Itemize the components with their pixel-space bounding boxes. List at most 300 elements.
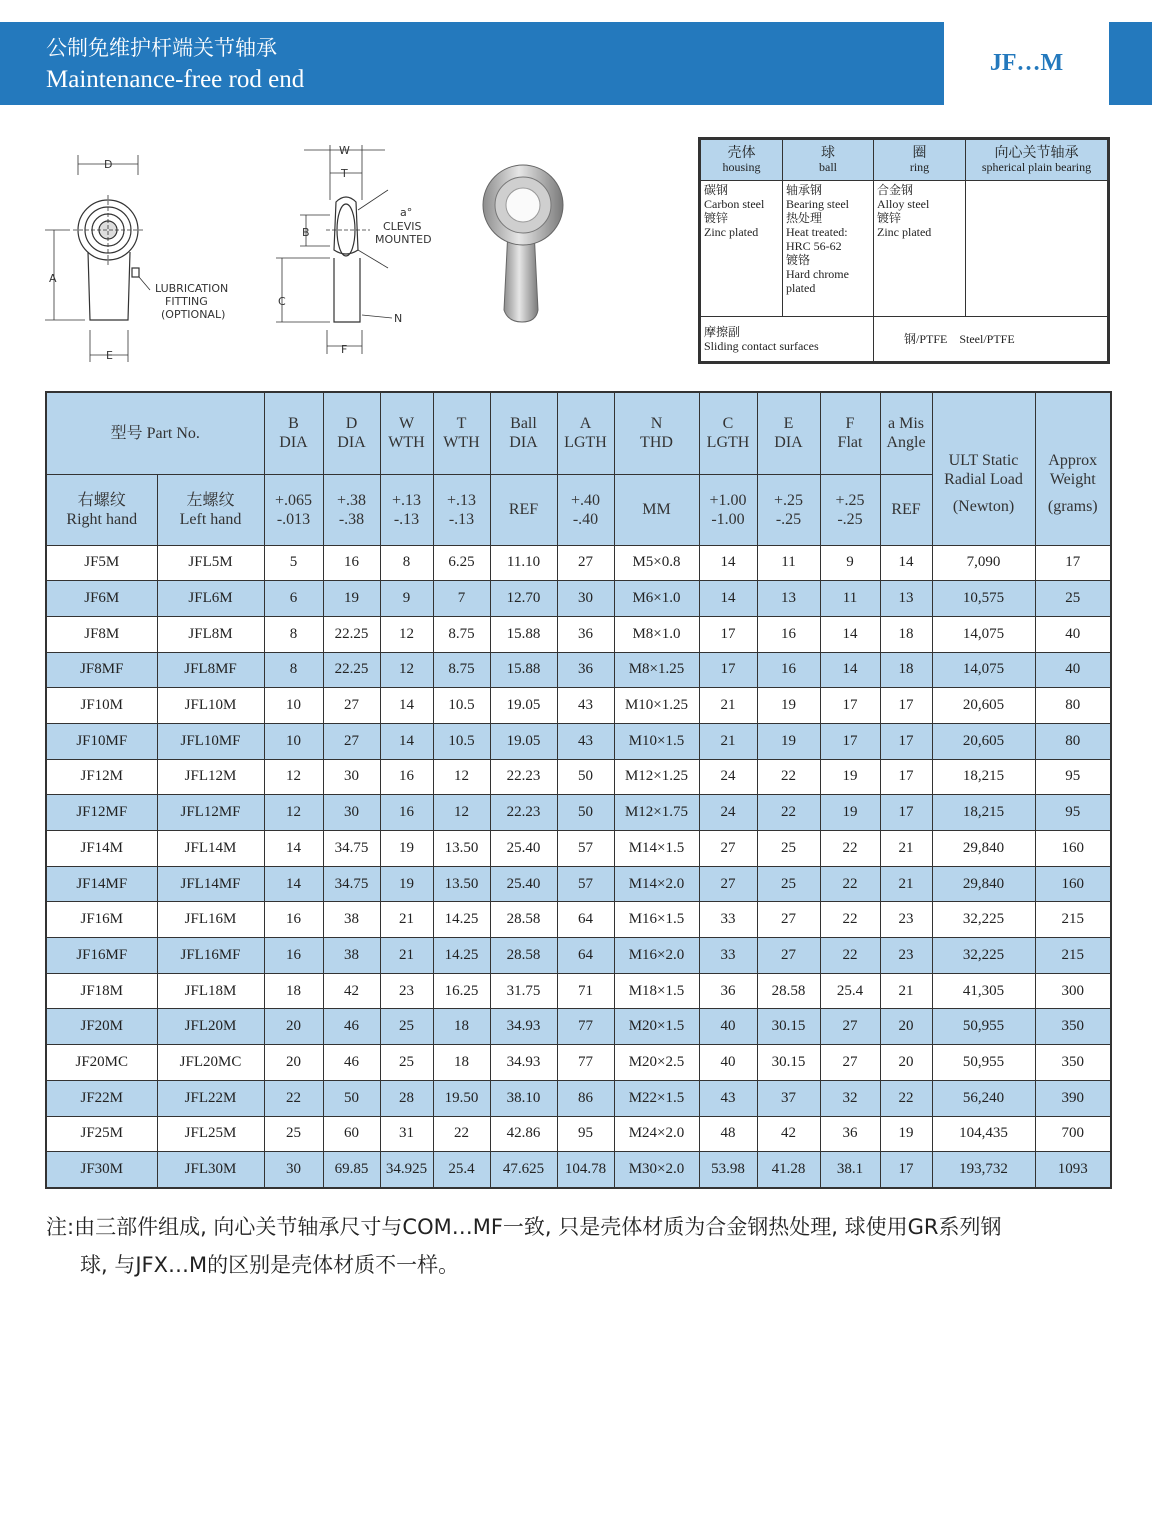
table-cell: 16 (264, 938, 323, 974)
materials-header-ball: 球 ball (783, 140, 874, 181)
table-cell: 86 (557, 1080, 614, 1116)
table-cell: M5×0.8 (614, 545, 699, 581)
table-cell: 17 (699, 616, 757, 652)
page-title-en: Maintenance-free rod end (46, 66, 305, 93)
side-view-drawing (276, 145, 392, 354)
col-header-e: E DIA (757, 392, 820, 474)
dim-label-f: F (341, 343, 348, 356)
table-cell: M8×1.0 (614, 616, 699, 652)
front-view-drawing (45, 155, 150, 362)
table-cell: 14 (699, 581, 757, 617)
table-cell: 8 (264, 652, 323, 688)
table-cell: 12 (433, 795, 490, 831)
table-cell: 160 (1035, 831, 1111, 867)
footnote (46, 1208, 1116, 1284)
table-cell: 24 (699, 759, 757, 795)
table-cell: 300 (1035, 973, 1111, 1009)
table-cell: 6.25 (433, 545, 490, 581)
table-cell: 95 (557, 1116, 614, 1152)
table-cell: JFL12MF (157, 795, 264, 831)
col-header-load: ULT Static Radial Load (Newton) (932, 392, 1035, 545)
table-cell: JFL14M (157, 831, 264, 867)
table-cell: 19 (820, 759, 880, 795)
table-cell: 40 (699, 1045, 757, 1081)
table-cell: JFL30M (157, 1152, 264, 1188)
table-row (46, 831, 1111, 867)
table-cell: JFL22M (157, 1080, 264, 1116)
table-cell: 69.85 (323, 1152, 380, 1188)
table-cell: JF20M (46, 1009, 157, 1045)
table-cell: JFL5M (157, 545, 264, 581)
table-cell: M22×1.5 (614, 1080, 699, 1116)
table-cell: 14 (699, 545, 757, 581)
table-cell: 14,075 (932, 616, 1035, 652)
table-cell: 12 (380, 652, 433, 688)
table-cell: 34.75 (323, 831, 380, 867)
table-row (46, 723, 1111, 759)
table-cell: 71 (557, 973, 614, 1009)
table-cell: 14 (380, 688, 433, 724)
table-cell: 25 (264, 1116, 323, 1152)
table-cell: 16 (323, 545, 380, 581)
table-cell: 16 (264, 902, 323, 938)
table-cell: 95 (1035, 795, 1111, 831)
materials-bearing-cell (966, 181, 1108, 317)
table-cell: 19 (880, 1116, 932, 1152)
table-cell: 27 (699, 831, 757, 867)
table-cell: 8 (264, 616, 323, 652)
table-cell: JF25M (46, 1116, 157, 1152)
table-cell: 14 (264, 866, 323, 902)
tol-n: MM (614, 474, 699, 545)
clevis-label-1: CLEVIS (383, 220, 422, 233)
table-cell: JFL12M (157, 759, 264, 795)
lubrication-label-3: (OPTIONAL) (161, 308, 226, 321)
table-cell: 19 (323, 581, 380, 617)
table-cell: 21 (880, 866, 932, 902)
tol-t: +.13 -.13 (433, 474, 490, 545)
table-cell: 95 (1035, 759, 1111, 795)
table-cell: 22 (820, 902, 880, 938)
table-cell: 16.25 (433, 973, 490, 1009)
table-cell: JF8MF (46, 652, 157, 688)
table-cell: 33 (699, 902, 757, 938)
table-cell: 30 (264, 1152, 323, 1188)
left-hand-header: 左螺纹 Left hand (157, 474, 264, 545)
table-cell: 27 (820, 1009, 880, 1045)
table-cell: 22.25 (323, 652, 380, 688)
table-cell: 22 (264, 1080, 323, 1116)
table-cell: M16×2.0 (614, 938, 699, 974)
table-cell: JFL25M (157, 1116, 264, 1152)
table-cell: 22 (880, 1080, 932, 1116)
table-cell: 36 (820, 1116, 880, 1152)
table-cell: 104,435 (932, 1116, 1035, 1152)
table-cell: 38.1 (820, 1152, 880, 1188)
table-cell: 60 (323, 1116, 380, 1152)
table-cell: 21 (699, 688, 757, 724)
table-cell: 33 (699, 938, 757, 974)
table-cell: 19 (380, 831, 433, 867)
table-cell: 350 (1035, 1009, 1111, 1045)
table-cell: 17 (880, 795, 932, 831)
materials-housing-cell: 碳钢 Carbon steel 镀锌 Zinc plated (701, 181, 783, 317)
table-cell: JF14MF (46, 866, 157, 902)
table-cell: 17 (880, 1152, 932, 1188)
series-code: JF…M (989, 50, 1064, 76)
table-cell: 8 (380, 545, 433, 581)
table-cell: 20 (880, 1045, 932, 1081)
table-cell: 40 (1035, 616, 1111, 652)
table-cell: 13 (757, 581, 820, 617)
dimension-table (45, 391, 1112, 1189)
table-cell: 15.88 (490, 652, 557, 688)
table-cell: 48 (699, 1116, 757, 1152)
table-cell: 57 (557, 831, 614, 867)
table-cell: 160 (1035, 866, 1111, 902)
table-cell: 27 (323, 688, 380, 724)
table-cell: 22 (433, 1116, 490, 1152)
table-cell: JF22M (46, 1080, 157, 1116)
table-cell: 30.15 (757, 1009, 820, 1045)
col-header-b: B DIA (264, 392, 323, 474)
table-cell: 20 (264, 1009, 323, 1045)
table-cell: 64 (557, 938, 614, 974)
table-cell: 20 (880, 1009, 932, 1045)
sliding-surfaces-label: 摩擦副 Sliding contact surfaces (701, 317, 874, 362)
table-cell: 20,605 (932, 688, 1035, 724)
table-cell: 56,240 (932, 1080, 1035, 1116)
table-row (46, 759, 1111, 795)
table-cell: 27 (323, 723, 380, 759)
table-cell: M10×1.5 (614, 723, 699, 759)
table-cell: 50,955 (932, 1045, 1035, 1081)
table-cell: 32,225 (932, 902, 1035, 938)
table-cell: JF14M (46, 831, 157, 867)
table-cell: 18 (433, 1045, 490, 1081)
table-cell: 18 (264, 973, 323, 1009)
page-title-cn: 公制免维护杆端关节轴承 (46, 36, 277, 60)
table-cell: 36 (557, 616, 614, 652)
table-cell: 12 (380, 616, 433, 652)
table-cell: 30.15 (757, 1045, 820, 1081)
table-cell: 7 (433, 581, 490, 617)
table-cell: 28.58 (490, 902, 557, 938)
table-cell: 19.50 (433, 1080, 490, 1116)
table-cell: 50 (323, 1080, 380, 1116)
table-row (46, 545, 1111, 581)
dim-label-n: N (394, 312, 403, 325)
table-cell: JF30M (46, 1152, 157, 1188)
col-header-d: D DIA (323, 392, 380, 474)
table-cell: 12.70 (490, 581, 557, 617)
sliding-surfaces-value: 钢/PTFE Steel/PTFE (874, 317, 1108, 362)
table-cell: 8.75 (433, 652, 490, 688)
table-cell: 25 (757, 831, 820, 867)
table-cell: 80 (1035, 688, 1111, 724)
table-cell: 6 (264, 581, 323, 617)
table-cell: 42.86 (490, 1116, 557, 1152)
table-cell: 14.25 (433, 902, 490, 938)
dim-label-a: A (49, 272, 57, 285)
table-row (46, 902, 1111, 938)
table-cell: 1093 (1035, 1152, 1111, 1188)
table-cell: 32,225 (932, 938, 1035, 974)
table-cell: 38.10 (490, 1080, 557, 1116)
table-cell: 16 (757, 616, 820, 652)
table-cell: 34.93 (490, 1045, 557, 1081)
table-cell: 40 (1035, 652, 1111, 688)
tol-b: +.065 -.013 (264, 474, 323, 545)
table-row (46, 616, 1111, 652)
footnote-line-1: 注:由三部件组成, 向心关节轴承尺寸与COM…MF一致, 只是壳体材质为合金钢热处理, 球使用GR系列钢 (46, 1215, 1002, 1239)
table-cell: 21 (699, 723, 757, 759)
materials-ring-cell: 合金钢 Alloy steel 镀锌 Zinc plated (874, 181, 966, 317)
table-cell: M12×1.75 (614, 795, 699, 831)
table-cell: M10×1.25 (614, 688, 699, 724)
tol-ball: REF (490, 474, 557, 545)
table-cell: 43 (557, 688, 614, 724)
dim-label-b: B (302, 226, 310, 239)
table-cell: 10,575 (932, 581, 1035, 617)
table-cell: 21 (380, 938, 433, 974)
table-cell: 215 (1035, 938, 1111, 974)
table-cell: M18×1.5 (614, 973, 699, 1009)
table-row (46, 866, 1111, 902)
table-cell: 23 (380, 973, 433, 1009)
table-cell: 11 (820, 581, 880, 617)
table-row (46, 1152, 1111, 1188)
table-cell: 390 (1035, 1080, 1111, 1116)
table-cell: M30×2.0 (614, 1152, 699, 1188)
table-cell: 42 (757, 1116, 820, 1152)
table-cell: 34.93 (490, 1009, 557, 1045)
table-cell: 14.25 (433, 938, 490, 974)
materials-table (698, 137, 1110, 364)
table-cell: 17 (880, 688, 932, 724)
table-cell: 50 (557, 795, 614, 831)
footnote-line-2: 球, 与JFX…M的区别是壳体材质不一样。 (80, 1253, 460, 1277)
table-cell: M14×1.5 (614, 831, 699, 867)
table-cell: 20 (264, 1045, 323, 1081)
table-row (46, 1080, 1111, 1116)
materials-ball-cell: 轴承钢 Bearing steel 热处理 Heat treated: HRC 56-62 镀铬 Hard chrome plated (783, 181, 874, 317)
col-header-mis-angle: a Mis Angle (880, 392, 932, 474)
col-header-n: N THD (614, 392, 699, 474)
table-cell: 31.75 (490, 973, 557, 1009)
table-cell: 22 (820, 831, 880, 867)
table-cell: 30 (557, 581, 614, 617)
table-cell: JF16M (46, 902, 157, 938)
table-cell: 22.25 (323, 616, 380, 652)
table-cell: 8.75 (433, 616, 490, 652)
table-cell: 28.58 (757, 973, 820, 1009)
table-cell: 20,605 (932, 723, 1035, 759)
table-cell: 17 (699, 652, 757, 688)
table-cell: 57 (557, 866, 614, 902)
materials-header-ring: 圈 ring (874, 140, 966, 181)
table-cell: 10 (264, 723, 323, 759)
materials-header-housing: 壳体 housing (701, 140, 783, 181)
table-cell: 14 (820, 616, 880, 652)
table-cell: 25.40 (490, 831, 557, 867)
table-cell: 19 (380, 866, 433, 902)
table-row (46, 652, 1111, 688)
table-cell: JFL10MF (157, 723, 264, 759)
table-cell: 10 (264, 688, 323, 724)
angle-label: a° (400, 206, 413, 219)
table-cell: 47.625 (490, 1152, 557, 1188)
table-cell: 12 (433, 759, 490, 795)
col-header-w: W WTH (380, 392, 433, 474)
table-cell: 27 (699, 866, 757, 902)
table-cell: JF10M (46, 688, 157, 724)
table-cell: JF8M (46, 616, 157, 652)
table-cell: 18,215 (932, 759, 1035, 795)
table-cell: 32 (820, 1080, 880, 1116)
technical-drawing (40, 140, 460, 370)
table-cell: 53.98 (699, 1152, 757, 1188)
table-row (46, 973, 1111, 1009)
table-cell: 34.925 (380, 1152, 433, 1188)
table-cell: M12×1.25 (614, 759, 699, 795)
table-cell: 28 (380, 1080, 433, 1116)
product-photo (478, 160, 568, 330)
tol-d: +.38 -.38 (323, 474, 380, 545)
table-cell: 27 (757, 902, 820, 938)
table-cell: 64 (557, 902, 614, 938)
table-cell: 16 (380, 759, 433, 795)
table-cell: 22.23 (490, 795, 557, 831)
table-cell: 14 (264, 831, 323, 867)
table-cell: 22.23 (490, 759, 557, 795)
table-cell: 22 (757, 795, 820, 831)
table-cell: 46 (323, 1009, 380, 1045)
table-row (46, 1045, 1111, 1081)
table-cell: JFL8M (157, 616, 264, 652)
table-cell: JF20MC (46, 1045, 157, 1081)
table-cell: 21 (880, 831, 932, 867)
table-row (46, 1009, 1111, 1045)
table-cell: 36 (557, 652, 614, 688)
table-cell: 19 (757, 688, 820, 724)
table-row (46, 688, 1111, 724)
table-cell: 17 (1035, 545, 1111, 581)
table-cell: JFL6M (157, 581, 264, 617)
table-cell: 25 (380, 1045, 433, 1081)
table-cell: 25 (1035, 581, 1111, 617)
table-cell: 28.58 (490, 938, 557, 974)
table-row (46, 581, 1111, 617)
table-cell: 27 (820, 1045, 880, 1081)
table-cell: 29,840 (932, 831, 1035, 867)
table-cell: 18 (880, 652, 932, 688)
tol-f: +.25 -.25 (820, 474, 880, 545)
table-cell: 23 (880, 938, 932, 974)
table-cell: 19.05 (490, 723, 557, 759)
table-cell: 18,215 (932, 795, 1035, 831)
table-cell: 7,090 (932, 545, 1035, 581)
table-cell: 25.4 (433, 1152, 490, 1188)
table-cell: JFL16M (157, 902, 264, 938)
table-cell: 350 (1035, 1045, 1111, 1081)
table-cell: 13.50 (433, 831, 490, 867)
table-cell: 21 (380, 902, 433, 938)
table-row (46, 1116, 1111, 1152)
part-no-header: 型号 Part No. (46, 392, 264, 474)
table-cell: 30 (323, 759, 380, 795)
tol-mis-angle: REF (880, 474, 932, 545)
table-cell: JFL14MF (157, 866, 264, 902)
table-cell: 38 (323, 902, 380, 938)
tol-w: +.13 -.13 (380, 474, 433, 545)
table-cell: 12 (264, 759, 323, 795)
table-cell: M16×1.5 (614, 902, 699, 938)
table-cell: 36 (699, 973, 757, 1009)
table-cell: 17 (820, 688, 880, 724)
table-cell: JFL8MF (157, 652, 264, 688)
table-cell: JFL18M (157, 973, 264, 1009)
col-header-a: A LGTH (557, 392, 614, 474)
col-header-ball: Ball DIA (490, 392, 557, 474)
table-cell: 18 (880, 616, 932, 652)
table-cell: 80 (1035, 723, 1111, 759)
lubrication-label-1: LUBRICATION (155, 282, 229, 295)
right-hand-header: 右螺纹 Right hand (46, 474, 157, 545)
dim-label-e: E (106, 349, 113, 362)
table-cell: 16 (380, 795, 433, 831)
table-cell: JF16MF (46, 938, 157, 974)
table-cell: 12 (264, 795, 323, 831)
table-cell: 43 (557, 723, 614, 759)
table-cell: JF12MF (46, 795, 157, 831)
table-cell: 14,075 (932, 652, 1035, 688)
col-header-f: F Flat (820, 392, 880, 474)
table-cell: 17 (880, 759, 932, 795)
table-cell: 215 (1035, 902, 1111, 938)
table-cell: M20×1.5 (614, 1009, 699, 1045)
table-cell: 29,840 (932, 866, 1035, 902)
table-cell: 34.75 (323, 866, 380, 902)
table-cell: M24×2.0 (614, 1116, 699, 1152)
table-cell: M6×1.0 (614, 581, 699, 617)
table-cell: 9 (380, 581, 433, 617)
table-cell: 104.78 (557, 1152, 614, 1188)
table-cell: 21 (880, 973, 932, 1009)
table-cell: 27 (757, 938, 820, 974)
table-cell: 77 (557, 1009, 614, 1045)
table-cell: 50 (557, 759, 614, 795)
tol-a: +.40 -.40 (557, 474, 614, 545)
table-cell: 14 (380, 723, 433, 759)
table-cell: JF18M (46, 973, 157, 1009)
table-cell: 40 (699, 1009, 757, 1045)
table-cell: 30 (323, 795, 380, 831)
table-row (46, 938, 1111, 974)
table-cell: 15.88 (490, 616, 557, 652)
header-tab (1109, 22, 1152, 105)
table-cell: 14 (880, 545, 932, 581)
table-cell: 19 (757, 723, 820, 759)
table-cell: 14 (820, 652, 880, 688)
table-cell: JFL20M (157, 1009, 264, 1045)
dim-label-w: W (339, 144, 350, 157)
header-banner (0, 22, 944, 105)
table-cell: 17 (820, 723, 880, 759)
table-row (46, 795, 1111, 831)
col-header-weight: Approx Weight (grams) (1035, 392, 1111, 545)
table-cell: 22 (757, 759, 820, 795)
